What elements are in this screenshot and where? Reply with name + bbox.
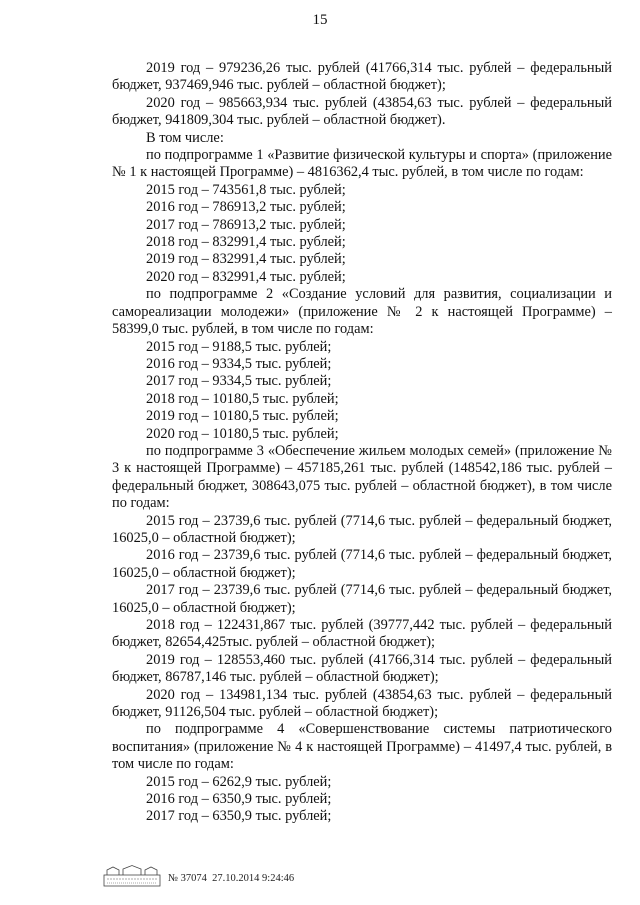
- footer-registration: [168, 873, 294, 884]
- list-item: 2020 год – 10180,5 тыс. рублей;: [146, 425, 339, 442]
- paragraph: 2018 год – 122431,867 тыс. рублей (39777,442 тыс. рублей – федеральный бюджет, 82654,425тыс. рублей – областной бюджет);: [112, 617, 612, 651]
- list-item: 2020 год – 832991,4 тыс. рублей;: [146, 268, 346, 285]
- document-body: [112, 60, 612, 826]
- list-item: В том числе:: [146, 129, 224, 146]
- paragraph: по подпрограмме 4 «Совершенствование системы патриотического воспитания» (приложение № 4 к настоящей Программе) – 41497,4 тыс. рублей, в том числе по годам:: [112, 721, 612, 773]
- registration-stamp-icon: [103, 865, 161, 887]
- list-item: 2019 год – 10180,5 тыс. рублей;: [146, 408, 339, 425]
- list-item: 2015 год – 6262,9 тыс. рублей;: [146, 773, 332, 790]
- paragraph: 2020 год – 134981,134 тыс. рублей (43854,63 тыс. рублей – федеральный бюджет, 91126,504 тыс. рублей – областной бюджет);: [112, 686, 612, 721]
- list-item: 2017 год – 6350,9 тыс. рублей;: [146, 808, 332, 825]
- footer-doc-number: № 37074: [168, 873, 207, 884]
- list-item: 2015 год – 9188,5 тыс. рублей;: [146, 338, 332, 355]
- list-item: 2015 год – 743561,8 тыс. рублей;: [146, 181, 346, 198]
- list-item: 2017 год – 9334,5 тыс. рублей;: [146, 373, 332, 390]
- list-item: 2019 год – 832991,4 тыс. рублей;: [146, 251, 346, 268]
- paragraph: 2020 год – 985663,934 тыс. рублей (43854,63 тыс. рублей – федеральный бюджет, 941809,304 тыс. рублей – областной бюджет).: [112, 94, 612, 129]
- paragraph: 2015 год – 23739,6 тыс. рублей (7714,6 тыс. рублей – федеральный бюджет, 16025,0 – областной бюджет);: [112, 512, 612, 546]
- list-item: 2018 год – 10180,5 тыс. рублей;: [146, 390, 339, 407]
- list-item: 2018 год – 832991,4 тыс. рублей;: [146, 234, 346, 251]
- footer-timestamp: 27.10.2014 9:24:46: [212, 873, 295, 884]
- list-item: 2017 год – 786913,2 тыс. рублей;: [146, 216, 346, 233]
- paragraph: по подпрограмме 2 «Создание условий для развития, социализации и самореализации молодежи» (приложение № 2 к настоящей Программе) – 58399,0 тыс. рублей, в том числе по годам:: [112, 286, 612, 338]
- paragraph: 2019 год – 128553,460 тыс. рублей (41766,314 тыс. рублей – федеральный бюджет, 86787,146 тыс. рублей – областной бюджет);: [112, 651, 612, 686]
- paragraph: по подпрограмме 1 «Развитие физической культуры и спорта» (приложение № 1 к настоящей Программе) – 4816362,4 тыс. рублей, в том числе по годам:: [112, 147, 612, 181]
- paragraph: 2016 год – 23739,6 тыс. рублей (7714,6 тыс. рублей – федеральный бюджет, 16025,0 – областной бюджет);: [112, 547, 612, 581]
- list-item: 2016 год – 9334,5 тыс. рублей;: [146, 355, 332, 372]
- list-item: 2016 год – 786913,2 тыс. рублей;: [146, 199, 346, 216]
- paragraph: 2017 год – 23739,6 тыс. рублей (7714,6 тыс. рублей – федеральный бюджет, 16025,0 – областной бюджет);: [112, 582, 612, 616]
- page-number: 15: [312, 12, 328, 28]
- list-item: 2016 год – 6350,9 тыс. рублей;: [146, 791, 332, 808]
- paragraph: по подпрограмме 3 «Обеспечение жильем молодых семей» (приложение № 3 к настоящей Программе) – 457185,261 тыс. рублей (148542,186 тыс. рублей – федеральный бюджет, 308643,075 тыс. рублей – областной бюджет), в том числе по годам:: [112, 442, 612, 512]
- paragraph: 2019 год – 979236,26 тыс. рублей (41766,314 тыс. рублей – федеральный бюджет, 937469,946 тыс. рублей – областной бюджет);: [112, 60, 612, 94]
